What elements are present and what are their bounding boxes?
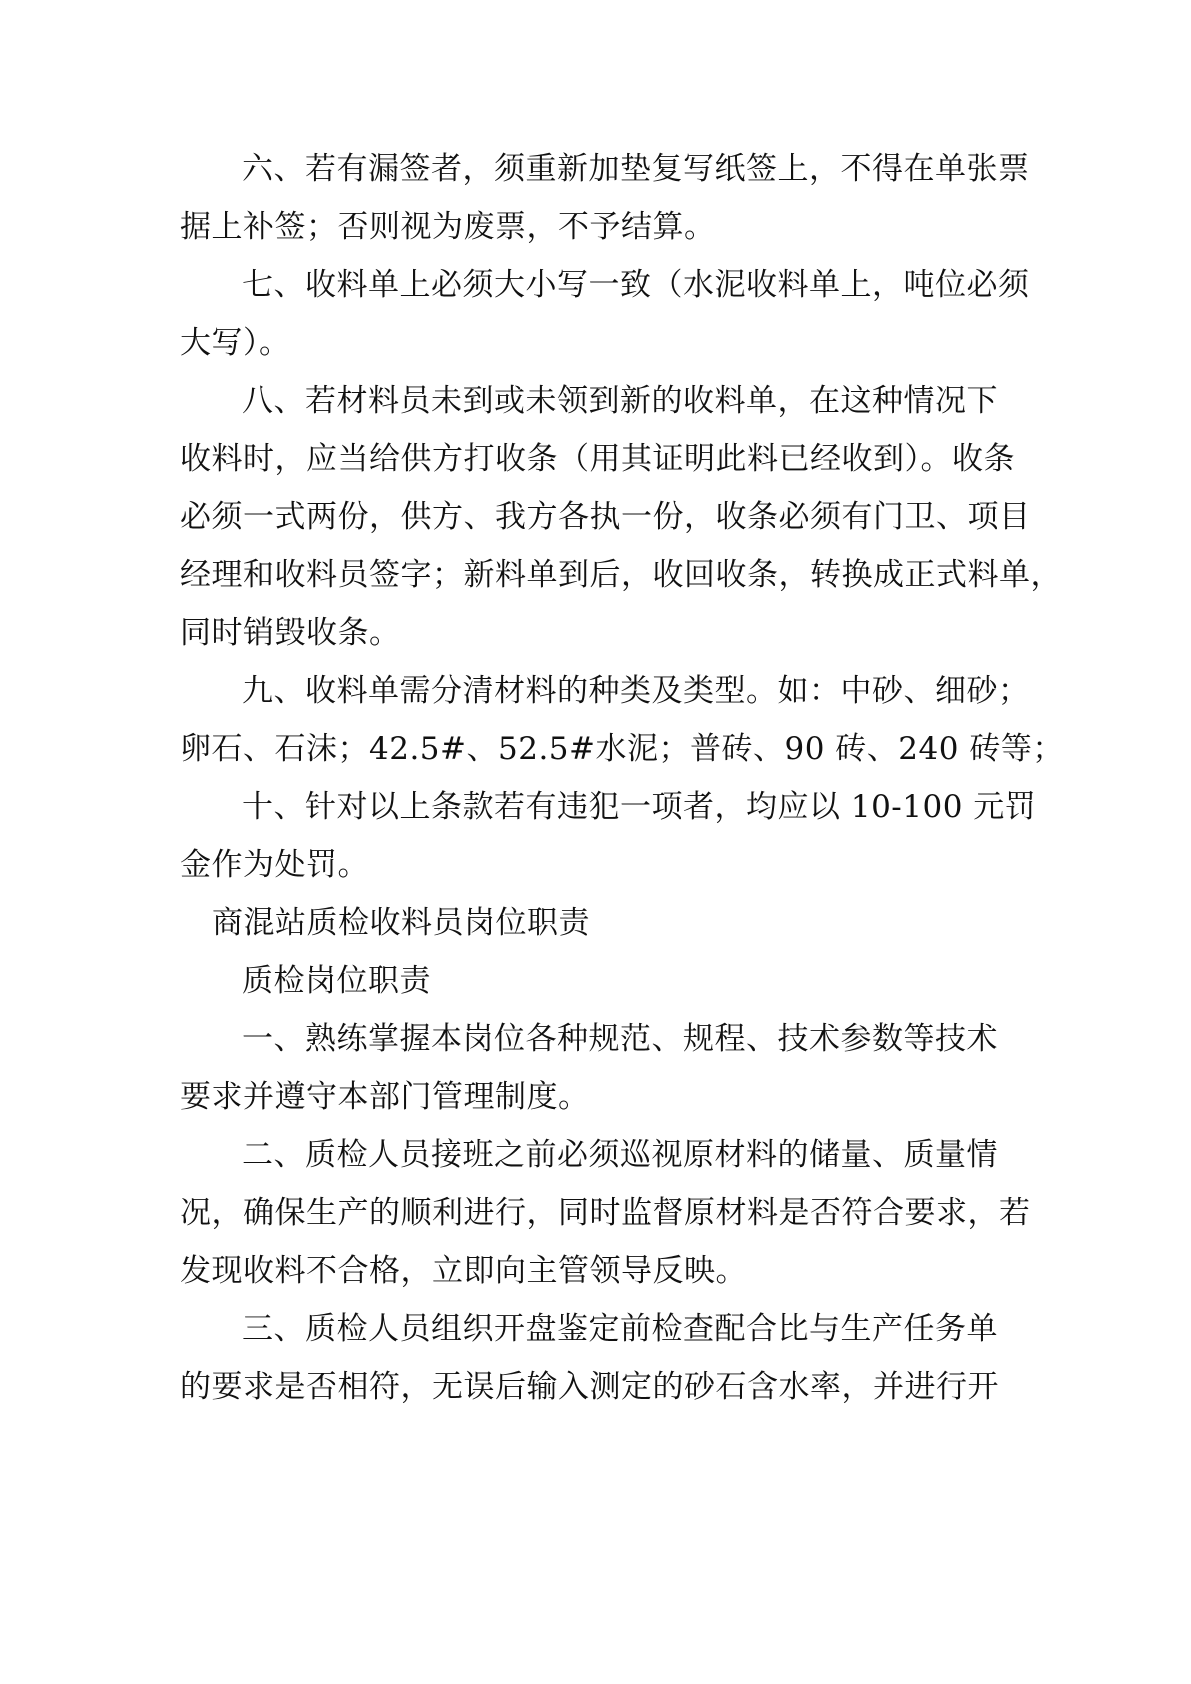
paragraph-8-line-4: 经理和收料员签字；新料单到后，收回收条，转换成正式料单， bbox=[180, 557, 1062, 593]
duty-1-line-1: 一、熟练掌握本岗位各种规范、规程、技术参数等技术 bbox=[242, 1021, 998, 1057]
duty-1-line-2: 要求并遵守本部门管理制度。 bbox=[180, 1079, 590, 1115]
section-title: 商混站质检收料员岗位职责 bbox=[212, 905, 590, 941]
paragraph-8-line-5: 同时销毁收条。 bbox=[180, 615, 401, 651]
paragraph-8-line-1: 八、若材料员未到或未领到新的收料单，在这种情况下 bbox=[242, 383, 998, 419]
paragraph-6-line-2: 据上补签；否则视为废票，不予结算。 bbox=[180, 209, 716, 245]
paragraph-8-line-2: 收料时，应当给供方打收条（用其证明此料已经收到）。收条 bbox=[180, 441, 1015, 477]
duty-3-line-2: 的要求是否相符，无误后输入测定的砂石含水率，并进行开 bbox=[180, 1369, 999, 1405]
paragraph-10-line-1: 十、针对以上条款若有违犯一项者，均应以 10-100 元罚 bbox=[242, 789, 1037, 825]
paragraph-8-line-3: 必须一式两份，供方、我方各执一份，收条必须有门卫、项目 bbox=[180, 499, 1031, 535]
duty-2-line-1: 二、质检人员接班之前必须巡视原材料的储量、质量情 bbox=[242, 1137, 998, 1173]
duty-3-line-1: 三、质检人员组织开盘鉴定前检查配合比与生产任务单 bbox=[242, 1311, 998, 1347]
paragraph-6-line-1: 六、若有漏签者，须重新加垫复写纸签上，不得在单张票 bbox=[242, 151, 1030, 187]
paragraph-7-line-2: 大写）。 bbox=[180, 325, 291, 361]
document-body bbox=[180, 140, 1064, 1416]
paragraph-9-line-1: 九、收料单需分清材料的种类及类型。如：中砂、细砂； bbox=[242, 673, 1030, 709]
duty-2-line-2: 况，确保生产的顺利进行，同时监督原材料是否符合要求，若 bbox=[180, 1195, 1031, 1231]
paragraph-7-line-1: 七、收料单上必须大小写一致（水泥收料单上，吨位必须 bbox=[242, 267, 1030, 303]
paragraph-10-line-2: 金作为处罚。 bbox=[180, 847, 369, 883]
duty-2-line-3: 发现收料不合格，立即向主管领导反映。 bbox=[180, 1253, 747, 1289]
subsection-title: 质检岗位职责 bbox=[242, 963, 431, 999]
paragraph-9-line-2: 卵石、石沫；42.5#、52.5#水泥；普砖、90 砖、240 砖等； bbox=[180, 731, 1064, 767]
